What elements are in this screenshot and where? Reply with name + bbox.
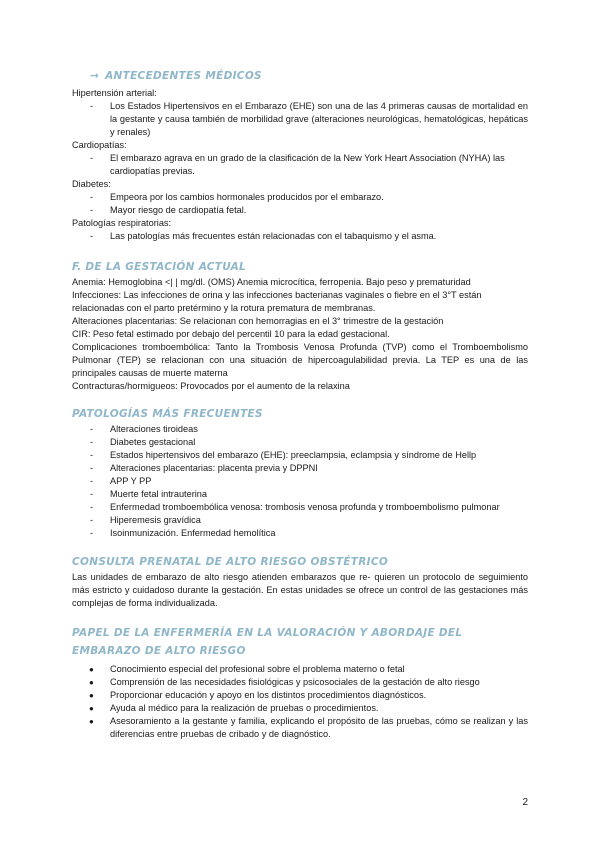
list-item: - Enfermedad tromboembólica venosa: trombosis venosa profunda y tromboembolismo pulmonar xyxy=(72,501,528,514)
page-number: 2 xyxy=(522,797,528,808)
gestacion-line: Anemia: Hemoglobina <| | mg/dl. (OMS) Anemia microcítica, ferropenia. Bajo peso y prematuridad xyxy=(72,277,471,287)
arrow-icon: → xyxy=(90,70,100,82)
gestacion-line: CIR: Peso fetal estimado por debajo del percentil 10 para la edad gestacional. xyxy=(72,329,390,339)
list-item: - Isoinmunización. Enfermedad hemolítica xyxy=(72,527,528,540)
list-item: ● Asesoramiento a la gestante y familia, explicando el propósito de las pruebas, cómo se realizan y las diferencias entre pruebas de cribado y de diagnóstico. xyxy=(72,715,528,741)
group-title: Hipertensión arterial: xyxy=(72,88,157,98)
group-cardiopatias xyxy=(72,139,528,178)
gestacion-body xyxy=(72,276,528,393)
patologias-list xyxy=(72,423,528,540)
list-item: ● Proporcionar educación y apoyo en los distintos procedimientos diagnósticos. xyxy=(72,689,528,702)
document-page xyxy=(72,70,528,741)
list-item: - Estados hipertensivos del embarazo (EHE): preeclampsia, eclampsia y síndrome de Hellp xyxy=(72,449,528,462)
antecedentes-heading: → ANTECEDENTES MÉDICOS xyxy=(90,70,262,82)
list-item: - Muerte fetal intrauterina xyxy=(72,488,528,501)
group-title: Diabetes: xyxy=(72,179,111,189)
list-item: ● Ayuda al médico para la realización de pruebas o procedimientos. xyxy=(72,702,528,715)
list-item: - Diabetes gestacional xyxy=(72,436,528,449)
list-item: - Mayor riesgo de cardiopatía fetal. xyxy=(72,204,528,217)
consulta-text: Las unidades de embarazo de alto riesgo atienden embarazos que re- quieren un protocolo de seguimiento más estricto y cuidadoso durante la gestación. En estas unidades se ofrece un control de las gestaciones más complejas de forma individualizada. xyxy=(72,572,528,608)
list-item: - Empeora por los cambios hormonales producidos por el embarazo. xyxy=(72,191,528,204)
consulta-heading: CONSULTA PRENATAL DE ALTO RIESGO OBSTÉTRICO xyxy=(72,556,389,568)
gestacion-line: Complicaciones tromboembólica: Tanto la Trombosis Venosa Profunda (TVP) como el Tromboembolismo Pulmonar (TEP) se relacionan con una situación de hipercoagulabilidad previa. La TEP es una de las principales causas de muerte materna xyxy=(72,342,528,378)
list-item: - Alteraciones placentarias: placenta previa y DPPNI xyxy=(72,462,528,475)
papel-heading: PAPEL DE LA ENFERMERÍA EN LA VALORACIÓN Y ABORDAJE DEL EMBARAZO DE ALTO RIESGO xyxy=(72,627,463,657)
group-respiratorias xyxy=(72,217,528,243)
papel-list xyxy=(72,663,528,741)
gestacion-line: Alteraciones placentarias: Se relacionan con hemorragias en el 3° trimestre de la gestación xyxy=(72,316,444,326)
list-item: - Hiperemesis gravídica xyxy=(72,514,528,527)
list-item: - El embarazo agrava en un grado de la clasificación de la New York Heart Association (NYHA) las cardiopatías previas. xyxy=(72,152,528,178)
patologias-heading: PATOLOGÍAS MÁS FRECUENTES xyxy=(72,408,263,420)
group-diabetes xyxy=(72,178,528,217)
list-item: - Las patologías más frecuentes están relacionadas con el tabaquismo y el asma. xyxy=(72,230,528,243)
gestacion-line: Contracturas/hormigueos: Provocados por el aumento de la relaxina xyxy=(72,381,350,391)
list-item: ● Conocimiento especial del profesional sobre el problema materno o fetal xyxy=(72,663,528,676)
group-title: Patologías respiratorias: xyxy=(72,218,172,228)
group-hipertension xyxy=(72,87,528,139)
list-item: - Los Estados Hipertensivos en el Embarazo (EHE) son una de las 4 primeras causas de mortalidad en la gestante y causa también de morbilidad grave (alteraciones neurológicas, hematológicas, hepáticas y renales) xyxy=(72,100,528,139)
group-title: Cardiopatías: xyxy=(72,140,127,150)
list-item: ● Comprensión de las necesidades fisiológicas y psicosociales de la gestación de alto riesgo xyxy=(72,676,528,689)
gestacion-line: Infecciones: Las infecciones de orina y las infecciones bacterianas vaginales o fiebre en el 3°T están relacionadas con el parto pretérmino y la rotura prematura de membranas. xyxy=(72,290,482,313)
list-item: - Alteraciones tiroideas xyxy=(72,423,528,436)
gestacion-heading: F. DE LA GESTACIÓN ACTUAL xyxy=(72,261,247,273)
list-item: - APP Y PP xyxy=(72,475,528,488)
